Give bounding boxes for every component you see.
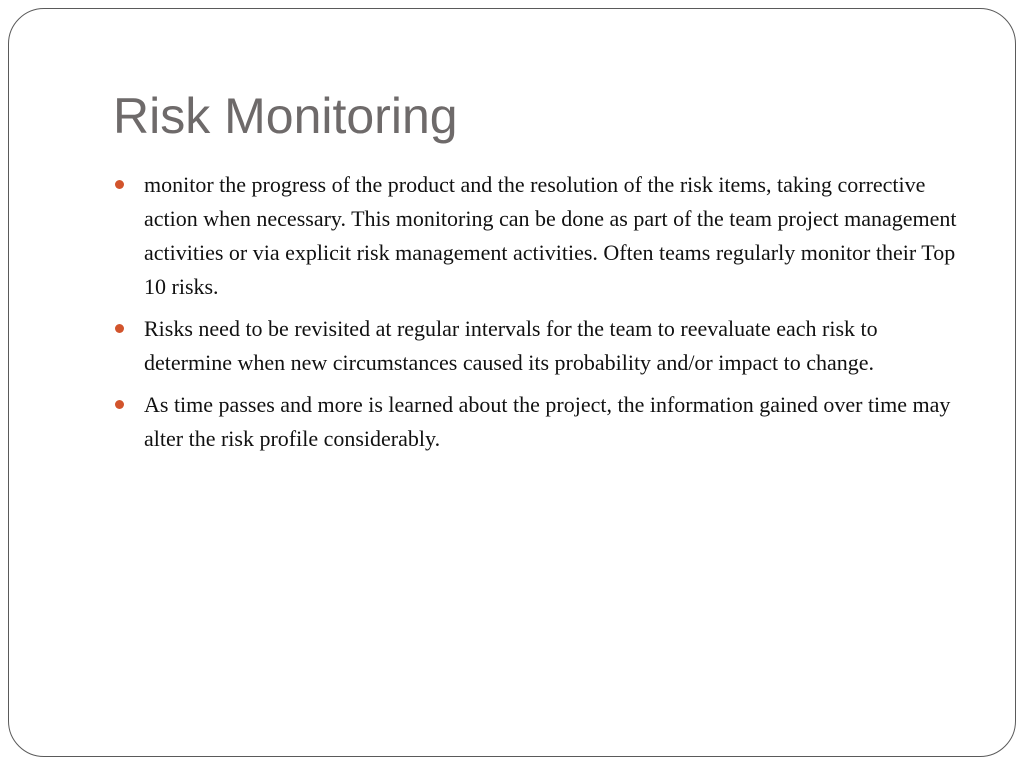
bullet-text: monitor the progress of the product and the resolution of the risk items, taking corrective action when necessary. This monitoring can be done as part of the team project management activities or via explicit risk management activities. Often teams regularly monitor their Top 10 risks. [144, 172, 957, 299]
bullet-item [113, 168, 963, 304]
bullet-dot-icon [115, 180, 124, 189]
bullet-list [113, 168, 963, 464]
bullet-text: As time passes and more is learned about the project, the information gained over time may alter the risk profile considerably. [144, 392, 951, 451]
bullet-dot-icon [115, 400, 124, 409]
bullet-item [113, 388, 963, 456]
slide-title: Risk Monitoring [113, 88, 458, 144]
bullet-text: Risks need to be revisited at regular intervals for the team to reevaluate each risk to determine when new circumstances caused its probability and/or impact to change. [144, 316, 878, 375]
bullet-dot-icon [115, 324, 124, 333]
bullet-item [113, 312, 963, 380]
